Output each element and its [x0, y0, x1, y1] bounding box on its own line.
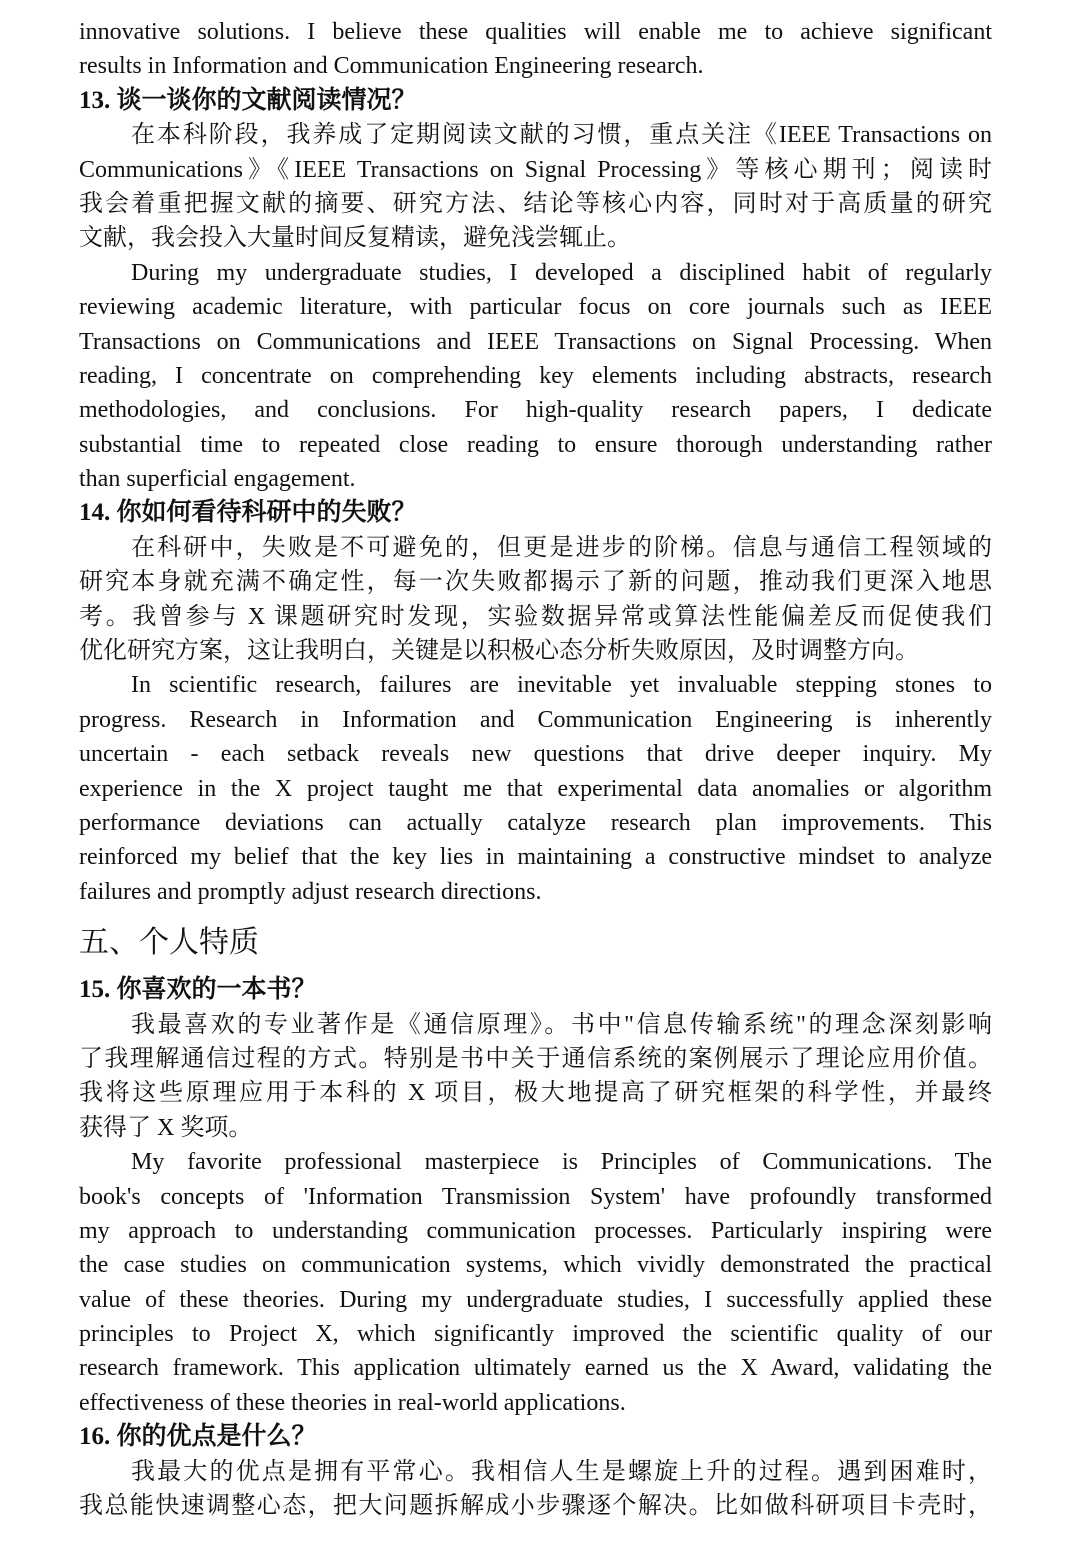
- question-heading: 14. 你如何看待科研中的失败？: [79, 499, 417, 527]
- text-line: 了我理解通信过程的方式。特别是书中关于通信系统的案例展示了理论应用价值。: [79, 1045, 992, 1072]
- text-line: failures and promptly adjust research directions.: [79, 878, 542, 905]
- text-line: 我最喜欢的专业著作是《通信原理》。书中"信息传输系统"的理念深刻影响: [131, 1011, 992, 1038]
- text-line: 在科研中，失败是不可避免的，但更是进步的阶梯。信息与通信工程领域的: [131, 534, 992, 561]
- paragraph: [79, 256, 992, 497]
- text-line: 我将这些原理应用于本科的 X 项目，极大地提高了研究框架的科学性，并最终: [79, 1080, 992, 1107]
- text-line: reading, I concentrate on comprehending key elements including abstracts, research: [79, 362, 992, 389]
- paragraph: [79, 1008, 992, 1146]
- text-line: progress. Research in Information and Communication Engineering is inherently: [79, 706, 992, 733]
- text-line: During my undergraduate studies, I developed a disciplined habit of regularly: [131, 259, 992, 286]
- text-line: 我总能快速调整心态，把大问题拆解成小步骤逐个解决。比如做科研项目卡壳时，: [79, 1493, 992, 1520]
- paragraph: [79, 531, 992, 669]
- text-line: 获得了 X 奖项。: [79, 1114, 253, 1141]
- text-line: than superficial engagement.: [79, 466, 356, 493]
- text-line: In scientific research, failures are inevitable yet invaluable stepping stones to: [131, 672, 992, 699]
- text-line: My favorite professional masterpiece is Principles of Communications. The: [131, 1149, 992, 1176]
- text-line: 研究本身就充满不确定性，每一次失败都揭示了新的问题，推动我们更深入地思: [79, 569, 992, 596]
- paragraph: [79, 1145, 992, 1420]
- text-line: 文献，我会投入大量时间反复精读，避免浅尝辄止。: [79, 225, 631, 252]
- text-line: effectiveness of these theories in real-world applications.: [79, 1389, 626, 1416]
- paragraph: [79, 118, 992, 256]
- text-line: principles to Project X, which significantly improved the scientific quality of our: [79, 1321, 992, 1348]
- text-line: Communications》《IEEE Transactions on Signal Processing》等核心期刊；阅读时: [79, 156, 992, 183]
- paragraph: [79, 15, 992, 84]
- text-line: 我最大的优点是拥有平常心。我相信人生是螺旋上升的过程。遇到困难时，: [131, 1458, 992, 1485]
- document-page: [79, 15, 992, 1523]
- text-line: 在本科阶段，我养成了定期阅读文献的习惯，重点关注《IEEE Transactions on: [131, 122, 992, 149]
- text-line: 我会着重把握文献的摘要、研究方法、结论等核心内容，同时对于高质量的研究: [79, 190, 992, 217]
- text-line: substantial time to repeated close reading to ensure thorough understanding rather: [79, 431, 992, 458]
- paragraph: [79, 1455, 992, 1524]
- question-heading: 15. 你喜欢的一本书？: [79, 976, 317, 1004]
- text-line: my approach to understanding communication processes. Particularly inspiring were: [79, 1217, 992, 1244]
- text-line: book's concepts of 'Information Transmission System' have profoundly transformed: [79, 1183, 992, 1210]
- paragraph: [79, 668, 992, 909]
- text-line: performance deviations can actually catalyze research plan improvements. This: [79, 809, 992, 836]
- text-line: experience in the X project taught me that experimental data anomalies or algorithm: [79, 775, 992, 802]
- question-heading: 13. 谈一谈你的文献阅读情况？: [79, 86, 417, 114]
- text-line: Transactions on Communications and IEEE Transactions on Signal Processing. When: [79, 328, 992, 355]
- text-line: research framework. This application ultimately earned us the X Award, validating the: [79, 1355, 992, 1382]
- text-line: innovative solutions. I believe these qualities will enable me to achieve significant: [79, 19, 992, 45]
- text-line: 优化研究方案，这让我明白，关键是以积极心态分析失败原因，及时调整方向。: [79, 638, 919, 665]
- text-line: reinforced my belief that the key lies in maintaining a constructive mindset to analyze: [79, 844, 992, 871]
- text-line: value of these theories. During my undergraduate studies, I successfully applied these: [79, 1286, 992, 1313]
- text-line: reviewing academic literature, with particular focus on core journals such as IEEE: [79, 294, 992, 321]
- section-heading: 五、个人特质: [79, 926, 259, 960]
- text-line: methodologies, and conclusions. For high-quality research papers, I dedicate: [79, 397, 992, 424]
- text-line: uncertain - each setback reveals new questions that drive deeper inquiry. My: [79, 741, 992, 768]
- question-heading: 16. 你的优点是什么？: [79, 1423, 317, 1451]
- text-line: the case studies on communication systems, which vividly demonstrated the practical: [79, 1252, 992, 1279]
- text-line: 考。我曾参与 X 课题研究时发现，实验数据异常或算法性能偏差反而促使我们: [79, 603, 992, 630]
- text-line: results in Information and Communication Engineering research.: [79, 53, 704, 80]
